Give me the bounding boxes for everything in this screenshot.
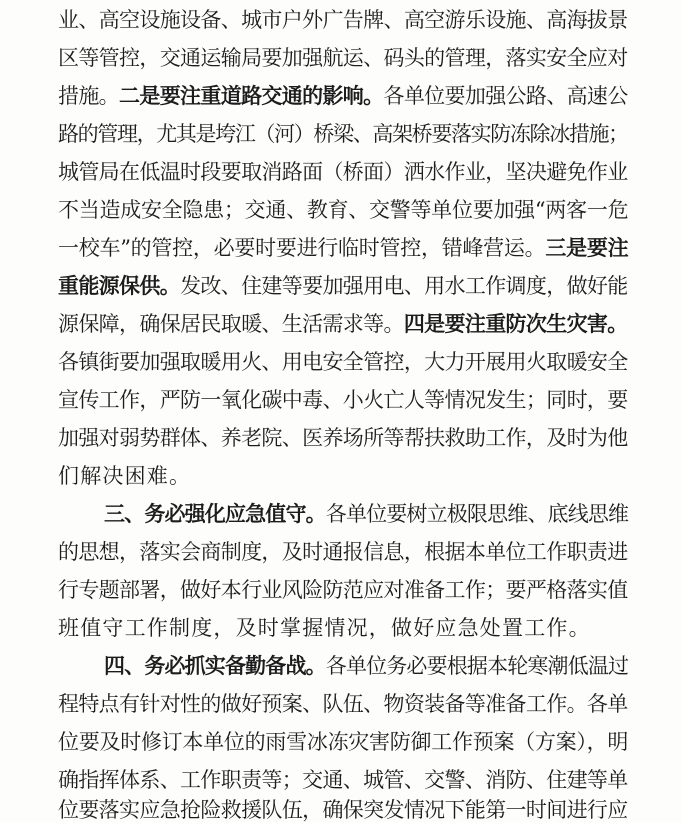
bold-heading: 四是要注重防次生灾害。 [403, 311, 628, 336]
line-text: 位要落实应急抢险救援队伍，确保突发情况下能第一时间进行应 [58, 798, 628, 822]
line-text: 各单位要树立极限思维、底线思维 [325, 502, 629, 526]
text-line [58, 156, 628, 188]
line-text: 措施。 [58, 84, 120, 108]
section-heading: 三、务必强化应急值守。 [104, 501, 326, 526]
text-line [58, 270, 628, 302]
line-text: 行专题部署，做好本行业风险防范应对准备工作；要严格落实值 [58, 578, 628, 602]
line-text: 业、高空设施设备、城市户外广告牌、高空游乐设施、高海拔景 [58, 8, 628, 32]
text-line [58, 688, 628, 720]
line-text: 区等管控，交通运输局要加强航运、码头的管理，落实安全应对 [58, 46, 628, 70]
bold-heading: 三是要注 [545, 235, 629, 260]
line-text: 的思想，落实会商制度，及时通报信息，根据本单位工作职责进 [58, 540, 628, 564]
text-line [58, 118, 628, 150]
text-line [58, 612, 591, 644]
line-text: 位要及时修订本单位的雨雪冰冻灾害防御工作预案（方案），明 [58, 730, 629, 754]
line-text: 确指挥体系、工作职责等；交通、城管、交警、消防、住建等单 [58, 768, 628, 792]
line-text: 一校车”的管控，必要时要进行临时管控，错峰营运。 [58, 236, 546, 260]
line-text: 不当造成安全隐患；交通、教育、交警等单位要加强“两客一危 [58, 198, 629, 222]
line-text: 加强对弱势群体、养老院、医养场所等帮扶救助工作，及时为他 [58, 426, 628, 450]
text-line [58, 308, 628, 340]
text-line [58, 384, 628, 416]
section-heading-line [104, 498, 628, 530]
text-line [58, 574, 628, 606]
bold-heading: 重能源保供。 [58, 273, 181, 298]
line-text: 们解决困难。 [58, 464, 192, 488]
text-line [58, 726, 628, 758]
text-line [58, 794, 628, 826]
line-text: 宣传工作，严防一氧化碳中毒、小火亡人等情况发生；同时，要 [58, 388, 628, 412]
text-line [58, 536, 628, 568]
line-text: 路的管理，尤其是垮江（河）桥梁、高架桥要落实防冻除冰措施； [58, 122, 628, 146]
line-text: 各单位要加强公路、高速公 [383, 84, 628, 108]
text-line [58, 460, 191, 492]
text-line [58, 764, 628, 796]
line-text: 源保障，确保居民取暖、生活需求等。 [58, 312, 404, 336]
line-text: 程特点有针对性的做好预案、队伍、物资装备等准备工作。各单 [58, 692, 628, 716]
text-line [58, 4, 628, 36]
section-heading: 四、务必抓实备勤备战。 [104, 653, 326, 678]
text-line [58, 80, 628, 112]
line-text: 各镇街要加强取暖用火、用电安全管控，大力开展用火取暖安全 [58, 350, 628, 374]
text-line [58, 346, 628, 378]
text-line [58, 422, 628, 454]
line-text: 城管局在低温时段要取消路面（桥面）洒水作业，坚决避免作业 [58, 160, 628, 184]
section-heading-line [104, 650, 628, 682]
bold-heading: 二是要注重道路交通的影响。 [119, 83, 384, 108]
line-text: 发改、住建等要加强用电、用水工作调度，做好能 [180, 274, 628, 298]
text-line [58, 232, 628, 264]
text-line [58, 194, 628, 226]
line-text: 班值守工作制度，及时掌握情况，做好应急处置工作。 [58, 616, 591, 640]
line-text: 各单位务必要根据本轮寒潮低温过 [325, 654, 629, 678]
text-line [58, 42, 628, 74]
